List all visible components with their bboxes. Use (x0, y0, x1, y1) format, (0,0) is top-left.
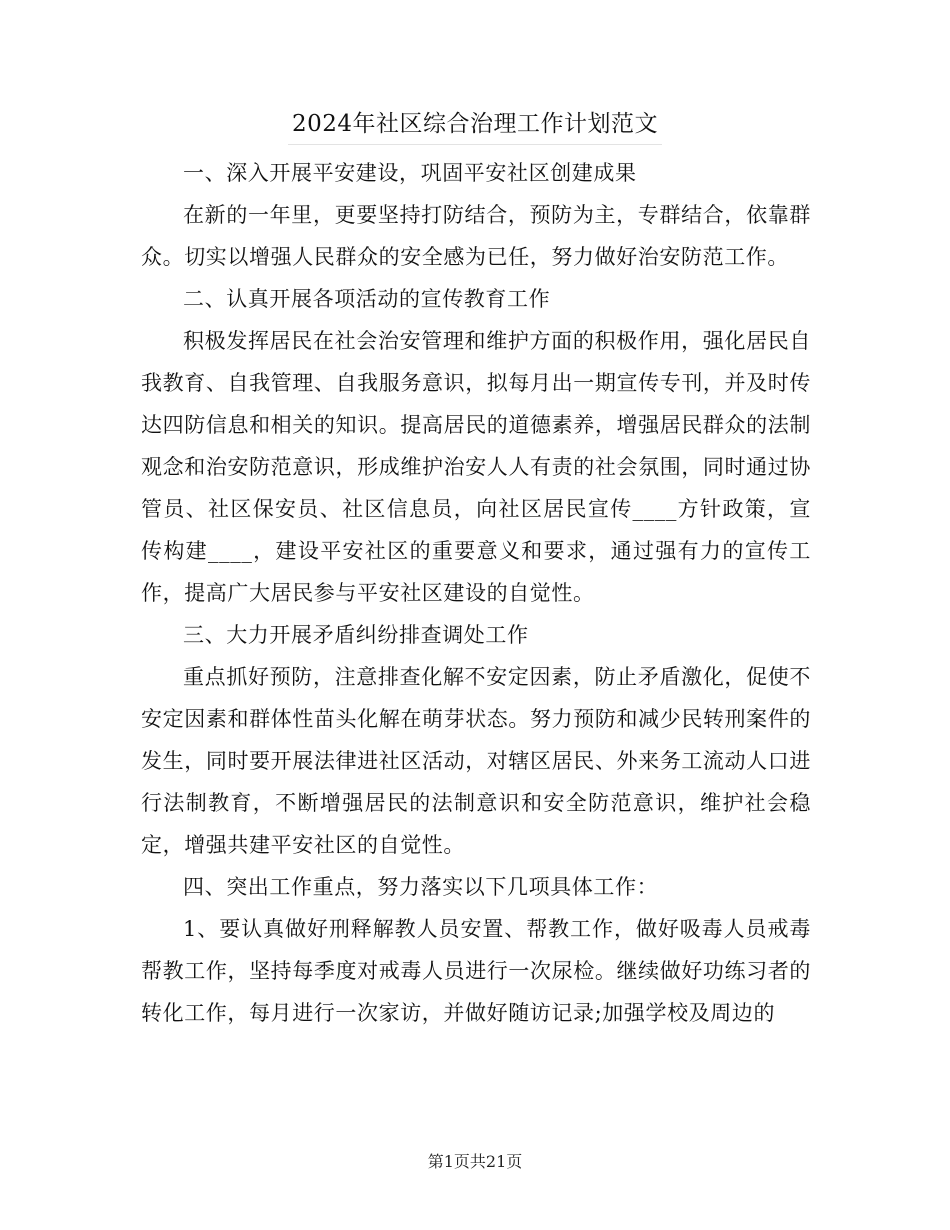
paragraph-1: 在新的一年里，更要坚持打防结合，预防为主，专群结合，依靠群众。切实以增强人民群众的安全感为已任，努力做好治安防范工作。 (141, 203, 811, 269)
section-heading-2: 二、认真开展各项活动的宣传教育工作 (183, 287, 551, 311)
paragraph-3: 重点抓好预防，注意排查化解不安定因素，防止矛盾激化，促使不安定因素和群体性苗头化解在萌芽状态。努力预防和减少民转刑案件的发生，同时要开展法律进社区活动，对辖区居民、外来务工流动人口进行法制教育，不断增强居民的法制意识和安全防范意识，维护社会稳定，增强共建平安社区的自觉性。 (141, 665, 811, 857)
paragraph-4: 1、要认真做好刑释解教人员安置、帮教工作，做好吸毒人员戒毒帮教工作，坚持每季度对戒毒人员进行一次尿检。继续做好功练习者的转化工作，每月进行一次家访，并做好随访记录;加强学校及周边的 (141, 917, 811, 1025)
paragraph-2: 积极发挥居民在社会治安管理和维护方面的积极作用，强化居民自我教育、自我管理、自我服务意识，拟每月出一期宣传专刊，并及时传达四防信息和相关的知识。提高居民的道德素养，增强居民群众的法制观念和治安防范意识，形成维护治安人人有责的社会氛围，同时通过协管员、社区保安员、社区信息员，向社区居民宣传____方针政策，宣传构建____，建设平安社区的重要意义和要求，通过强有力的宣传工作，提高广大居民参与平安社区建设的自觉性。 (141, 329, 811, 605)
document-title (0, 104, 950, 145)
section-heading-3: 三、大力开展矛盾纠纷排查调处工作 (183, 623, 529, 647)
section-heading-1: 一、深入开展平安建设，巩固平安社区创建成果 (183, 161, 637, 185)
document-title-text: 2024年社区综合治理工作计划范文 (288, 104, 662, 145)
page-number: 第1页共21页 (427, 1152, 523, 1171)
section-heading-4: 四、突出工作重点，努力落实以下几项具体工作： (183, 875, 659, 899)
document-body (141, 152, 811, 1034)
